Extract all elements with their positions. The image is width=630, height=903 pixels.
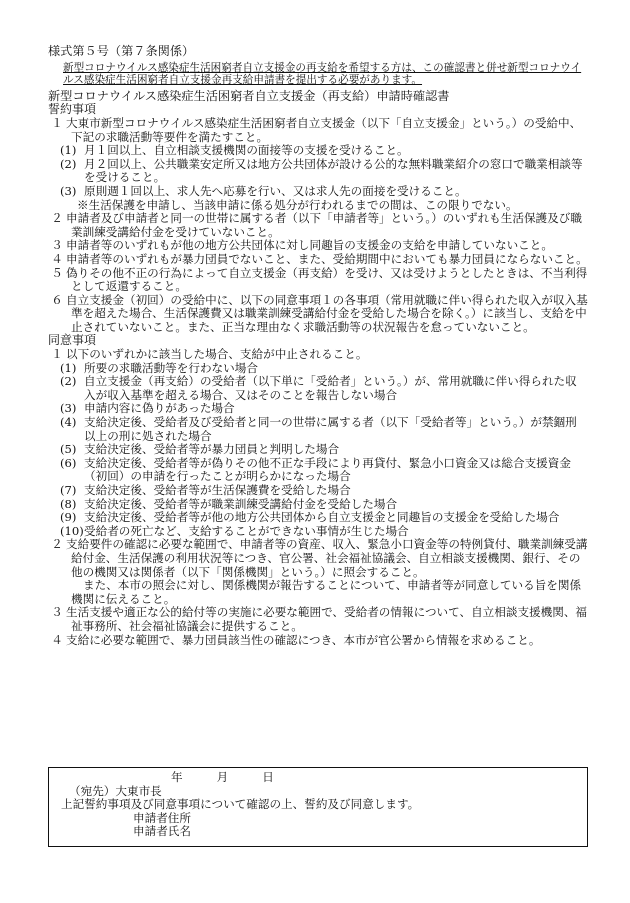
item-text: 偽りその他不正の行為によって自立支援金（再支給）を受け、又は受けようとしたときは、不当利得として返還すること。 — [66, 265, 588, 294]
item-text: 申請者等のいずれもが他の地方公共団体に対し同趣旨の支援金の支給を申請していないこと。 — [66, 238, 553, 253]
sub-item-text: 月２回以上、公共職業安定所又は地方公共団体が設ける公的な無料職業紹介の窓口で職業相談等を受けること。 — [84, 156, 583, 185]
sub-item-number: (5) — [60, 442, 77, 457]
item-text: 支給に必要な範囲で、暴力団員該当性の確認につき、本市が官公署から情報を求めること。 — [66, 632, 541, 647]
pledge-item — [48, 294, 588, 335]
item-text: 申請者及び申請者と同一の世帯に属する者（以下「申請者等」という。）のいずれも生活保護及び職業訓練受講給付金を受けていないこと。 — [66, 211, 582, 239]
consent-heading: 同意事項 — [48, 333, 97, 348]
day-label: 日 — [262, 770, 274, 784]
sub-item-text: 支給決定後、受給者等が偽りその他不正な手段により再貸付、緊急小口資金又は総合支援資金（初回）の申請を行ったことが明らかになった場合 — [84, 455, 571, 484]
sub-item-number: (2) — [60, 374, 77, 389]
sub-item-number: (10) — [60, 523, 84, 538]
consent-sub-item — [48, 402, 588, 416]
sub-item-text: 支給決定後、受給者等が職業訓練受講給付金を受給した場合 — [84, 496, 398, 511]
submission-notice: 新型コロナウイルス感染症生活困窮者自立支援金の再支給を希望する方は、この確認書と併せ新型コロナウイルス感染症生活困窮者自立支援金再支給申請書を提出する必要があります。 — [63, 61, 582, 87]
sub-item-text: 原則週１回以上、求人先へ応募を行い、又は求人先の面接を受けること。 — [84, 183, 467, 198]
sub-item-number: (3) — [60, 183, 77, 198]
item-number: ５ — [51, 265, 63, 280]
sub-item-number: (1) — [60, 360, 77, 375]
item-text: 生活支援や適正な公的給付等の実施に必要な範囲で、受給者の情報について、自立相談支援機関、福祉事務所、社会福祉協議会に提供すること。 — [66, 605, 588, 633]
pledge-item — [48, 267, 588, 294]
item-number: ２ — [51, 211, 63, 226]
sub-item-number: (4) — [60, 415, 77, 430]
consent-sub-item — [48, 457, 588, 484]
sub-item-text: 自立支援金（再支給）の受給者（以下単に「受給者」という。）が、常用就職に伴い得られた収入が収入基準を超える場合、又はそのことを報告しない場合 — [84, 374, 577, 402]
sub-item-text: 支給決定後、受給者等が他の地方公共団体から自立支援金と同趣旨の支援金を受給した場合 — [84, 510, 560, 525]
consent-item — [48, 348, 588, 362]
sub-item-text: 支給決定後、受給者等が暴力団員と判明した場合 — [84, 442, 340, 457]
pledge-sub-item — [48, 185, 588, 199]
sub-item-number: (2) — [60, 156, 77, 171]
pledge-item — [48, 212, 588, 239]
form-number: 様式第５号（第７条関係） — [48, 44, 195, 58]
signature-box — [48, 767, 588, 847]
item-text: 以下のいずれかに該当した場合、支給が中止されること。 — [66, 347, 368, 362]
sub-item-number: (8) — [60, 496, 77, 511]
applicant-address-label: 申請者住所 — [133, 810, 191, 825]
document-title: 新型コロナウイルス感染症生活困窮者自立支援金（再支給）申請時確認書 — [48, 88, 450, 103]
pledge-item — [48, 117, 588, 144]
document-page — [48, 45, 588, 647]
pledge-heading: 誓約事項 — [48, 102, 97, 117]
item-text: 大東市新型コロナウイルス感染症生活困窮者自立支援金（以下「自立支援金」という。）の受給中、下記の求職活動等要件を満たすこと。 — [66, 115, 582, 144]
sub-item-number: (9) — [60, 510, 77, 525]
consent-item — [48, 606, 588, 633]
consent-paragraph: また、本市の照会に対し、関係機関が報告することについて、申請者等が同意している旨を関係機関に伝えること。 — [71, 578, 582, 606]
consent-sub-item — [48, 484, 588, 498]
pledge-sub-item — [48, 158, 588, 185]
consent-section — [48, 334, 588, 647]
sub-item-text: 申請内容に偽りがあった場合 — [84, 401, 235, 416]
sub-item-number: (3) — [60, 401, 77, 416]
item-text: 支給要件の確認に必要な範囲で、申請者等の資産、収入、緊急小口資金等の特例貸付、職業訓練受講給付金、生活保護の利用状況等につき、官公署、社会福祉協議会、自立相談支援機関、銀行、その他の機関又は関係者（以下「関係機関」という。）に照会すること。 — [66, 537, 588, 579]
consent-sub-item — [48, 443, 588, 457]
sub-item-number: (6) — [60, 455, 77, 470]
consent-sub-item — [48, 511, 588, 525]
year-label: 年 — [171, 770, 183, 784]
sub-item-number: (7) — [60, 483, 77, 497]
sub-item-text: 受給者の死亡など、支給することができない事情が生じた場合 — [84, 523, 409, 538]
pledge-sub-item — [48, 144, 588, 158]
consent-statement: 上記誓約事項及び同意事項について確認の上、誓約及び同意します。 — [61, 797, 420, 812]
consent-sub-item — [48, 498, 588, 512]
month-label: 月 — [216, 770, 229, 784]
consent-sub-item — [48, 525, 588, 539]
pledge-sub-note: ※生活保護を申請し、当該申請に係る処分が行われるまでの間は、この限りでない。 — [77, 197, 518, 212]
item-number: ３ — [51, 605, 63, 620]
item-number: ４ — [51, 632, 63, 647]
sub-item-text: 支給決定後、受給者及び受給者と同一の世帯に属する者（以下「受給者等」という。）が禁錮刑以上の刑に処された場合 — [84, 415, 577, 443]
item-text: 自立支援金（初回）の受給中に、以下の同意事項１の各事項（常用就職に伴い得られた収入が収入基準を超えた場合、生活保護費又は職業訓練受講給付金を受給した場合を除く。）に該当し、支給を中止されていないこと。また、正当な理由なく求職活動等の状況報告を怠っていないこと。 — [66, 292, 588, 334]
recipient-line: （宛先）大東市長 — [69, 783, 162, 798]
pledge-section — [48, 103, 588, 334]
item-number: ３ — [51, 238, 63, 253]
item-number: ６ — [51, 292, 63, 307]
consent-item — [48, 538, 588, 579]
sub-item-text: 支給決定後、受給者等が生活保護費を受給した場合 — [84, 483, 351, 497]
item-number: ２ — [51, 537, 63, 552]
item-number: １ — [51, 115, 63, 130]
consent-sub-item — [48, 362, 588, 376]
item-number: ４ — [51, 251, 63, 266]
consent-sub-item — [48, 416, 588, 443]
item-text: 申請者等のいずれもが暴力団員でないこと、また、受給期間中においても暴力団員にならないこと。 — [66, 251, 588, 266]
date-line — [61, 771, 575, 785]
pledge-item — [48, 239, 588, 253]
sub-item-text: 月１回以上、自立相談支援機関の面接等の支援を受けること。 — [84, 143, 409, 158]
pledge-item — [48, 253, 588, 267]
item-number: １ — [51, 347, 63, 362]
sub-item-text: 所要の求職活動等を行わない場合 — [84, 360, 258, 375]
sub-item-number: (1) — [60, 143, 77, 158]
applicant-name-label: 申請者氏名 — [133, 824, 191, 839]
consent-item — [48, 634, 588, 648]
consent-sub-item — [48, 375, 588, 402]
